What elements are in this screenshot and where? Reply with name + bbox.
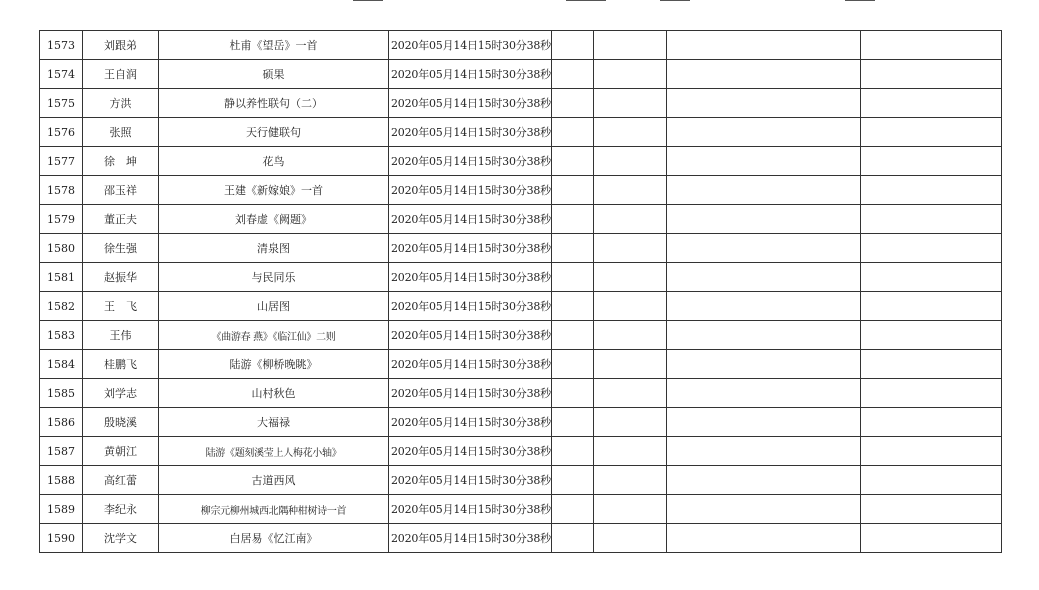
table-row [40,31,1002,60]
table-body [40,31,1002,553]
empty-cell [667,147,861,176]
entry-number-cell: 1589 [40,495,83,524]
table-row [40,205,1002,234]
table-row [40,350,1002,379]
empty-cell [861,263,1002,292]
empty-cell [594,466,667,495]
work-title-cell: 陆游《题刻溪莹上人梅花小轴》 [159,437,389,466]
empty-cell [667,292,861,321]
empty-cell [667,350,861,379]
empty-cell [861,176,1002,205]
work-title-cell: 硕果 [159,60,389,89]
author-name-cell: 赵振华 [83,263,159,292]
registration-table [39,30,1002,553]
entry-number-cell: 1582 [40,292,83,321]
border-fragment [845,0,875,5]
empty-cell [667,495,861,524]
work-title-cell: 杜甫《望岳》一首 [159,31,389,60]
work-title-cell: 柳宗元柳州城西北隅种柑树诗一首 [159,495,389,524]
table-row [40,89,1002,118]
submission-time-cell: 2020年05月14日15时30分38秒 [389,263,552,292]
author-name-cell: 殷晓溪 [83,408,159,437]
empty-cell [861,350,1002,379]
empty-cell [667,321,861,350]
work-title-cell: 陆游《柳桥晚眺》 [159,350,389,379]
empty-cell [861,437,1002,466]
entry-number-cell: 1590 [40,524,83,553]
empty-cell [552,321,594,350]
empty-cell [552,147,594,176]
empty-cell [552,524,594,553]
empty-cell [594,60,667,89]
empty-cell [861,31,1002,60]
table-row [40,379,1002,408]
empty-cell [667,379,861,408]
author-name-cell: 方洪 [83,89,159,118]
entry-number-cell: 1578 [40,176,83,205]
empty-cell [594,437,667,466]
author-name-cell: 黄朝江 [83,437,159,466]
empty-cell [667,234,861,263]
empty-cell [667,205,861,234]
submission-time-cell: 2020年05月14日15时30分38秒 [389,408,552,437]
entry-number-cell: 1585 [40,379,83,408]
submission-time-cell: 2020年05月14日15时30分38秒 [389,524,552,553]
work-title-cell: 大福禄 [159,408,389,437]
table-row [40,118,1002,147]
empty-cell [594,263,667,292]
border-fragment [660,0,690,5]
empty-cell [861,321,1002,350]
empty-cell [861,408,1002,437]
empty-cell [552,31,594,60]
border-fragment [353,0,383,5]
entry-number-cell: 1581 [40,263,83,292]
empty-cell [861,495,1002,524]
submission-time-cell: 2020年05月14日15时30分38秒 [389,466,552,495]
table-row [40,437,1002,466]
empty-cell [552,205,594,234]
submission-time-cell: 2020年05月14日15时30分38秒 [389,437,552,466]
author-name-cell: 徐生强 [83,234,159,263]
empty-cell [861,118,1002,147]
entry-number-cell: 1575 [40,89,83,118]
author-name-cell: 高红蕾 [83,466,159,495]
author-name-cell: 桂鹏飞 [83,350,159,379]
work-title-cell: 王建《新嫁娘》一首 [159,176,389,205]
table-row [40,263,1002,292]
table-row [40,234,1002,263]
empty-cell [861,292,1002,321]
work-title-cell: 山居图 [159,292,389,321]
work-title-cell: 白居易《忆江南》 [159,524,389,553]
entry-number-cell: 1573 [40,31,83,60]
empty-cell [667,60,861,89]
empty-cell [861,147,1002,176]
work-title-cell: 山村秋色 [159,379,389,408]
submission-time-cell: 2020年05月14日15时30分38秒 [389,60,552,89]
table-row [40,176,1002,205]
empty-cell [667,118,861,147]
table-row [40,466,1002,495]
author-name-cell: 王伟 [83,321,159,350]
empty-cell [594,292,667,321]
empty-cell [667,524,861,553]
author-name-cell: 刘跟弟 [83,31,159,60]
author-name-cell: 张照 [83,118,159,147]
author-name-cell: 李纪永 [83,495,159,524]
empty-cell [861,379,1002,408]
empty-cell [594,524,667,553]
table-row [40,147,1002,176]
empty-cell [667,89,861,118]
empty-cell [861,89,1002,118]
submission-time-cell: 2020年05月14日15时30分38秒 [389,350,552,379]
empty-cell [667,466,861,495]
empty-cell [861,234,1002,263]
empty-cell [594,408,667,437]
table-row [40,292,1002,321]
submission-time-cell: 2020年05月14日15时30分38秒 [389,31,552,60]
empty-cell [594,176,667,205]
work-title-cell: 天行健联句 [159,118,389,147]
empty-cell [552,408,594,437]
empty-cell [552,118,594,147]
author-name-cell: 沈学文 [83,524,159,553]
author-name-cell: 董正夫 [83,205,159,234]
empty-cell [552,89,594,118]
empty-cell [594,31,667,60]
empty-cell [667,176,861,205]
empty-cell [552,60,594,89]
work-title-cell: 花鸟 [159,147,389,176]
empty-cell [552,379,594,408]
entry-number-cell: 1577 [40,147,83,176]
work-title-cell: 《曲游春 燕》《临江仙》二则 [159,321,389,350]
work-title-cell: 刘春虚《阙题》 [159,205,389,234]
entry-number-cell: 1574 [40,60,83,89]
empty-cell [861,205,1002,234]
table-row [40,495,1002,524]
empty-cell [594,379,667,408]
submission-time-cell: 2020年05月14日15时30分38秒 [389,292,552,321]
empty-cell [594,321,667,350]
empty-cell [594,118,667,147]
table-row [40,321,1002,350]
empty-cell [667,408,861,437]
work-title-cell: 古道西风 [159,466,389,495]
empty-cell [594,234,667,263]
submission-time-cell: 2020年05月14日15时30分38秒 [389,89,552,118]
entry-number-cell: 1588 [40,466,83,495]
submission-time-cell: 2020年05月14日15时30分38秒 [389,495,552,524]
submission-time-cell: 2020年05月14日15时30分38秒 [389,118,552,147]
empty-cell [667,31,861,60]
empty-cell [552,350,594,379]
empty-cell [594,495,667,524]
entry-number-cell: 1583 [40,321,83,350]
author-name-cell: 刘学志 [83,379,159,408]
empty-cell [552,495,594,524]
work-title-cell: 清泉图 [159,234,389,263]
author-name-cell: 徐 坤 [83,147,159,176]
empty-cell [552,292,594,321]
submission-time-cell: 2020年05月14日15时30分38秒 [389,379,552,408]
empty-cell [594,147,667,176]
entry-number-cell: 1579 [40,205,83,234]
empty-cell [594,205,667,234]
empty-cell [552,437,594,466]
empty-cell [667,437,861,466]
author-name-cell: 王 飞 [83,292,159,321]
empty-cell [552,263,594,292]
submission-time-cell: 2020年05月14日15时30分38秒 [389,234,552,263]
work-title-cell: 静以养性联句（二） [159,89,389,118]
empty-cell [552,176,594,205]
empty-cell [552,234,594,263]
entry-number-cell: 1587 [40,437,83,466]
submission-time-cell: 2020年05月14日15时30分38秒 [389,205,552,234]
empty-cell [861,60,1002,89]
empty-cell [552,466,594,495]
author-name-cell: 邵玉祥 [83,176,159,205]
author-name-cell: 王自润 [83,60,159,89]
entry-number-cell: 1584 [40,350,83,379]
empty-cell [667,263,861,292]
empty-cell [861,524,1002,553]
submission-time-cell: 2020年05月14日15时30分38秒 [389,147,552,176]
entry-number-cell: 1580 [40,234,83,263]
empty-cell [861,466,1002,495]
entry-number-cell: 1586 [40,408,83,437]
submission-time-cell: 2020年05月14日15时30分38秒 [389,321,552,350]
empty-cell [594,350,667,379]
table-row [40,60,1002,89]
empty-cell [594,89,667,118]
submission-time-cell: 2020年05月14日15时30分38秒 [389,176,552,205]
previous-page-border-fragments [0,0,1039,6]
border-fragment [566,0,606,5]
table-row [40,524,1002,553]
work-title-cell: 与民同乐 [159,263,389,292]
entry-number-cell: 1576 [40,118,83,147]
table-row [40,408,1002,437]
